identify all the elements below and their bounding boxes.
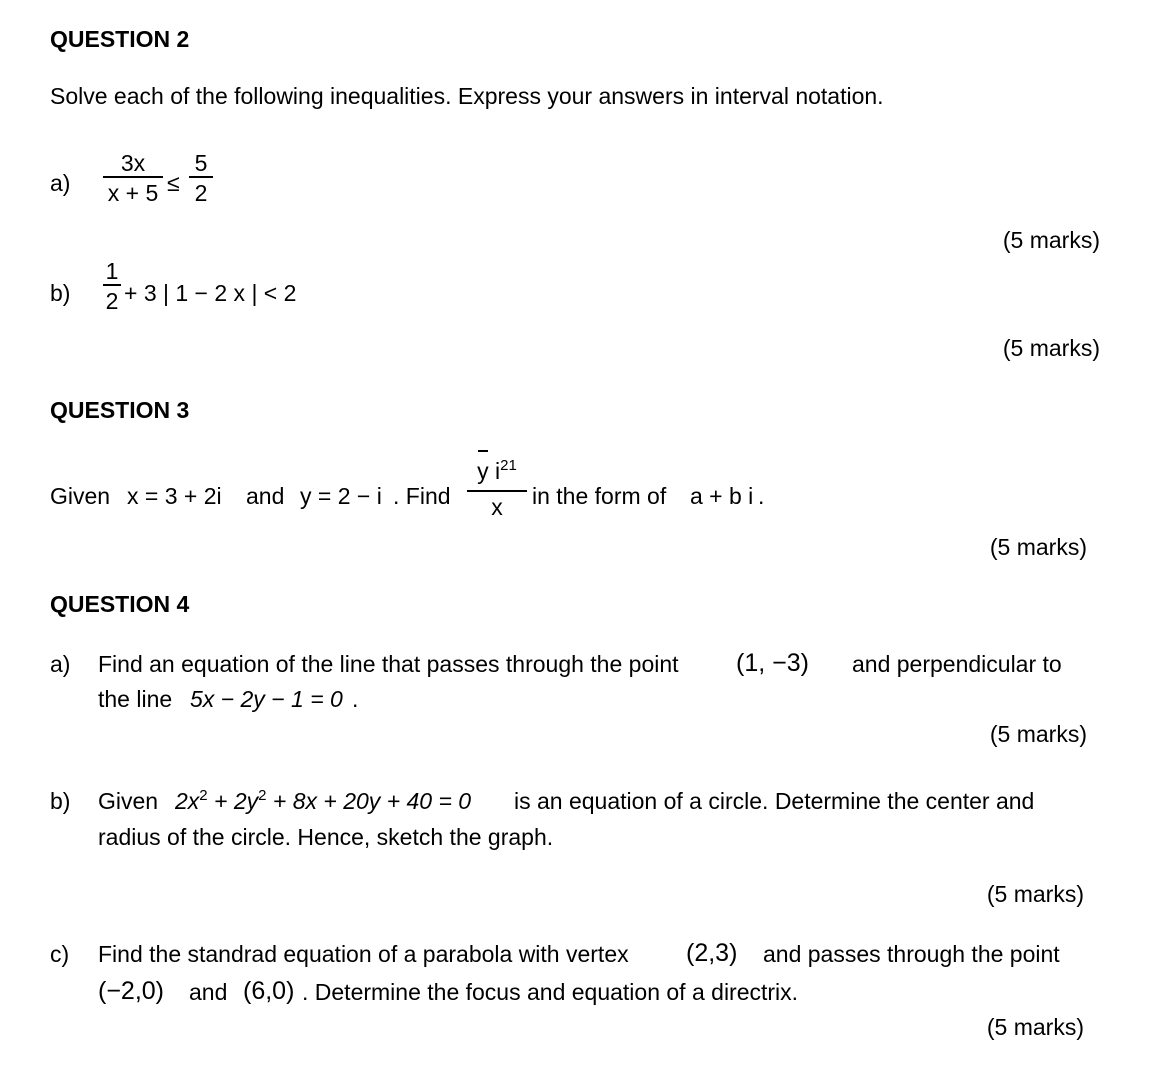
q3-find: . Find xyxy=(393,483,451,509)
q4b-label: b) xyxy=(50,788,71,814)
q2a-rhs-fraction xyxy=(189,150,213,208)
q3-y-conjugate: y xyxy=(477,458,489,484)
q2b-numerator: 1 xyxy=(105,258,119,284)
q4a-label: a) xyxy=(50,651,71,677)
q3-fraction xyxy=(467,456,527,522)
q4b-circle-equation xyxy=(175,787,472,814)
q3-i: i xyxy=(495,458,501,484)
question-2-instruction: Solve each of the following inequalities. Express your answers in interval notation. xyxy=(50,83,884,109)
q3-in-form: in the form of xyxy=(532,483,667,509)
q4c-text: Find the standrad equation of a parabola with vertex xyxy=(98,941,629,967)
q4a-text-tail: and perpendicular to xyxy=(852,651,1062,677)
q2a-lhs-denominator: x + 5 xyxy=(107,179,159,206)
q4b-eq-part2: + 2y xyxy=(207,788,259,814)
q4c-text-line2: . Determine the focus and equation of a directrix. xyxy=(302,979,799,1005)
q3-exponent: 21 xyxy=(500,457,517,474)
q2b-label: b) xyxy=(50,280,71,306)
q2b-denominator: 2 xyxy=(105,287,119,314)
q2b-expression: + 3 | 1 − 2 x | < 2 xyxy=(124,280,297,306)
q3-given: Given xyxy=(50,483,111,509)
q3-period: . xyxy=(758,483,765,509)
q4a-line-equation: 5x − 2y − 1 = 0 xyxy=(190,686,343,712)
q4b-eq-sup2: 2 xyxy=(258,787,267,804)
q2b-marks: (5 marks) xyxy=(1002,335,1100,361)
q2a-rhs-denominator: 2 xyxy=(194,179,208,206)
question-4-heading: QUESTION 4 xyxy=(50,591,190,617)
q4c-vertex: (2,3) xyxy=(686,939,738,967)
q3-marks: (5 marks) xyxy=(989,534,1087,560)
q4b-eq-sup1: 2 xyxy=(199,787,208,804)
q2a-operator: ≤ xyxy=(167,170,180,196)
q4c-label: c) xyxy=(50,941,70,967)
q2a-marks: (5 marks) xyxy=(1002,227,1100,253)
question-3-heading: QUESTION 3 xyxy=(50,397,190,423)
q3-and: and xyxy=(246,483,285,509)
q4c-marks: (5 marks) xyxy=(986,1014,1084,1040)
q4b-text-line2: radius of the circle. Hence, sketch the graph. xyxy=(98,824,554,850)
q4c-and: and xyxy=(189,979,228,1005)
q4a-line-label: the line xyxy=(98,686,173,712)
q4a-point: (1, −3) xyxy=(736,649,809,677)
q4c-text-tail: and passes through the point xyxy=(763,941,1060,967)
question-2-heading: QUESTION 2 xyxy=(50,26,190,52)
q4a-period: . xyxy=(352,686,359,712)
q2a-lhs-fraction xyxy=(103,150,163,208)
q4c-point-1: (−2,0) xyxy=(98,977,165,1005)
q4b-eq-part3: + 8x + 20y + 40 = 0 xyxy=(266,788,472,814)
q2a-lhs-numerator: 3x xyxy=(120,150,146,176)
q3-numerator xyxy=(467,456,527,490)
q4c-point-2: (6,0) xyxy=(243,977,295,1005)
q4b-eq-part1: 2x xyxy=(175,788,200,814)
q3-denominator: x xyxy=(491,493,503,520)
q4a-text: Find an equation of the line that passes through the point xyxy=(98,651,679,677)
q4b-given: Given xyxy=(98,788,159,814)
q2a-rhs-numerator: 5 xyxy=(194,150,208,176)
q4b-text-tail: is an equation of a circle. Determine the center and xyxy=(514,788,1035,814)
q2b-fraction xyxy=(103,258,121,316)
q4a-marks: (5 marks) xyxy=(989,721,1087,747)
q2a-label: a) xyxy=(50,170,71,196)
q3-y-expression: y = 2 − i xyxy=(300,483,382,509)
q3-x-expression: x = 3 + 2i xyxy=(127,483,222,509)
q3-form-expression: a + b i xyxy=(690,483,754,509)
q4b-marks: (5 marks) xyxy=(986,881,1084,907)
